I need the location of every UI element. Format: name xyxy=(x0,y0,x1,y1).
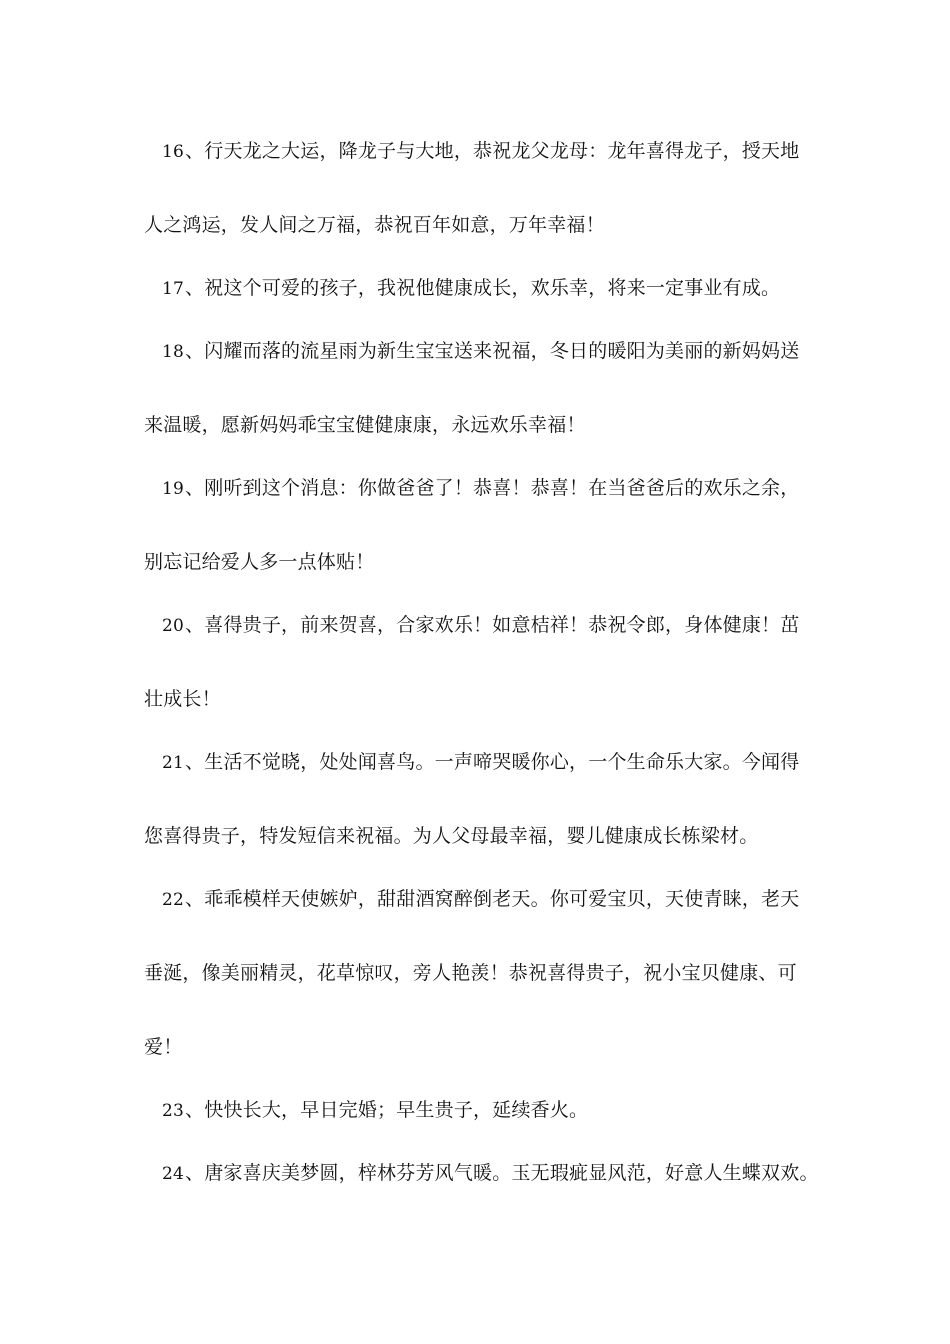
entry-18-text-1: 、闪耀而落的流星雨为新生宝宝送来祝福，冬日的暖阳为美丽的新妈妈送 xyxy=(185,340,800,362)
entry-24-number: 24 xyxy=(162,1164,185,1184)
entry-21-number: 21 xyxy=(162,753,185,773)
entry-22-text-1: 、乖乖模样天使嫉妒，甜甜酒窝醉倒老天。你可爱宝贝，天使青睐，老天 xyxy=(185,888,800,910)
entry-22-number: 22 xyxy=(162,890,185,910)
entry-24-text-1: 、唐家喜庆美梦圆，梓林芬芳风气暖。玉无瑕疵显风范，好意人生蝶双欢。 xyxy=(185,1162,819,1184)
entry-21-line-1 xyxy=(162,747,832,777)
entry-16-text-1: 、行天龙之大运，降龙子与大地，恭祝龙父龙母：龙年喜得龙子，授天地 xyxy=(185,140,800,162)
entry-21-text-1: 、生活不觉晓，处处闻喜鸟。一声啼哭暖你心，一个生命乐大家。今闻得 xyxy=(185,751,800,773)
entry-22-line-3: 爱！ xyxy=(144,1036,183,1058)
entry-18-line-1 xyxy=(162,336,832,366)
entry-19-number: 19 xyxy=(162,479,185,499)
entry-20-text-1: 、喜得贵子，前来贺喜，合家欢乐！如意桔祥！恭祝令郎，身体健康！茁 xyxy=(185,614,800,636)
entry-22-line-2: 垂涎，像美丽精灵，花草惊叹，旁人艳羡！恭祝喜得贵子，祝小宝贝健康、可 xyxy=(144,962,797,984)
entry-23-line-1 xyxy=(162,1095,832,1125)
entry-17-text-1: 、祝这个可爱的孩子，我祝他健康成长，欢乐幸，将来一定事业有成。 xyxy=(185,277,781,299)
entry-18-number: 18 xyxy=(162,342,185,362)
entry-20-line-1 xyxy=(162,610,832,640)
entry-16-number: 16 xyxy=(162,142,185,162)
entry-16-line-2: 人之鸿运，发人间之万福，恭祝百年如意，万年幸福！ xyxy=(144,214,605,236)
entry-23-text-1: 、快快长大，早日完婚；早生贵子，延续香火。 xyxy=(185,1099,589,1121)
entry-19-text-1: 、刚听到这个消息：你做爸爸了！恭喜！恭喜！在当爸爸后的欢乐之余， xyxy=(185,477,800,499)
entry-20-line-2: 壮成长！ xyxy=(144,688,221,710)
entry-22-line-1 xyxy=(162,884,832,914)
entry-24-line-1 xyxy=(162,1158,832,1188)
entry-17-line-1 xyxy=(162,273,832,303)
entry-23-number: 23 xyxy=(162,1101,185,1121)
entry-18-line-2: 来温暖，愿新妈妈乖宝宝健健康康，永远欢乐幸福！ xyxy=(144,414,586,436)
entry-20-number: 20 xyxy=(162,616,185,636)
entry-21-line-2: 您喜得贵子，特发短信来祝福。为人父母最幸福，婴儿健康成长栋梁材。 xyxy=(144,825,759,847)
entry-19-line-1 xyxy=(162,473,832,503)
entry-19-line-2: 别忘记给爱人多一点体贴！ xyxy=(144,551,375,573)
entry-16-line-1 xyxy=(162,136,832,166)
entry-17-number: 17 xyxy=(162,279,185,299)
